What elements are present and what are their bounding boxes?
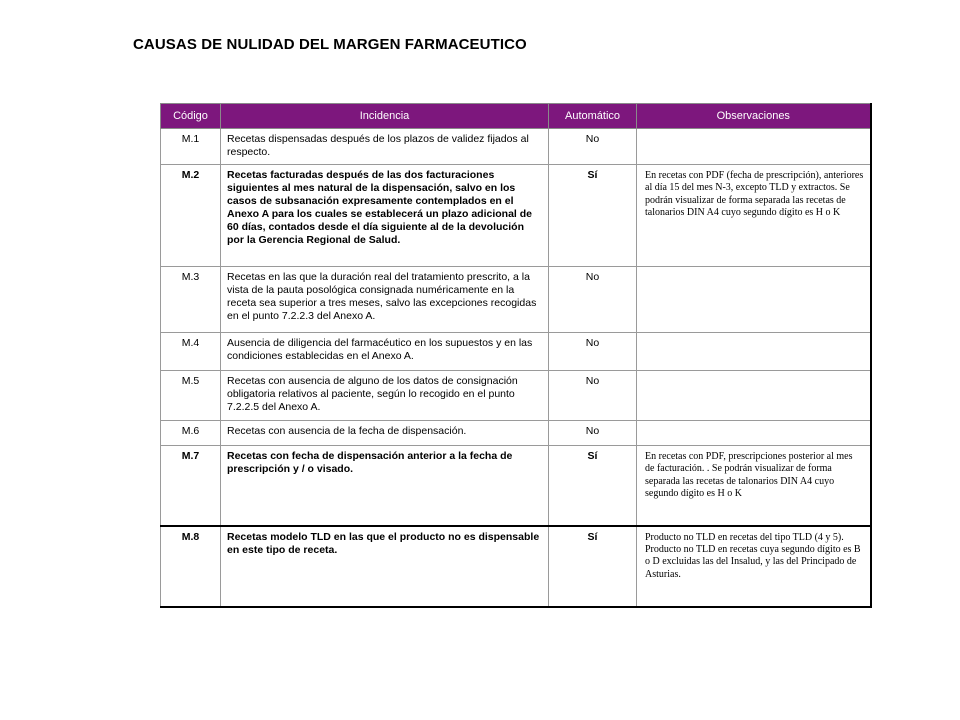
cell-code: M.6 [161, 421, 221, 446]
cell-automatic: No [549, 129, 637, 165]
table-row [161, 129, 871, 165]
cell-observations [637, 267, 871, 333]
cell-code: M.8 [161, 526, 221, 607]
cell-incidence: Recetas en las que la duración real del tratamiento prescrito, a la vista de la pauta posológica consignada numéricamente en la receta sea superior a tres meses, salvo las excepciones recogidas en el punto 7.2.2.3 del Anexo A. [221, 267, 549, 333]
cell-incidence: Recetas con ausencia de alguno de los datos de consignación obligatoria relativos al paciente, según lo recogido en el punto 7.2.2.5 del Anexo A. [221, 371, 549, 421]
cell-observations [637, 129, 871, 165]
cell-observations: En recetas con PDF, prescripciones posterior al mes de facturación. . Se podrán visualizar de forma separada las recetas de talonarios DIN A4 cuyo segundo dígito es H o K [637, 446, 871, 526]
header-automatic: Automático [549, 104, 637, 129]
header-code: Código [161, 104, 221, 129]
cell-automatic: No [549, 371, 637, 421]
table-header-row [161, 104, 871, 129]
cell-incidence: Recetas modelo TLD en las que el producto no es dispensable en este tipo de receta. [221, 526, 549, 607]
cell-incidence: Recetas dispensadas después de los plazos de validez fijados al respecto. [221, 129, 549, 165]
cell-incidence: Ausencia de diligencia del farmacéutico en los supuestos y en las condiciones establecidas en el Anexo A. [221, 333, 549, 371]
cell-observations [637, 371, 871, 421]
cell-automatic: No [549, 267, 637, 333]
cell-automatic: No [549, 333, 637, 371]
cell-observations: Producto no TLD en recetas del tipo TLD (4 y 5). Producto no TLD en recetas cuya segundo dígito es B o D excluidas las del Insalud, y las del Principado de Asturias. [637, 526, 871, 607]
cell-code: M.5 [161, 371, 221, 421]
cell-incidence: Recetas con ausencia de la fecha de dispensación. [221, 421, 549, 446]
cell-incidence: Recetas facturadas después de las dos facturaciones siguientes al mes natural de la dispensación, salvo en los casos de subsanación expresamente contemplados en el Anexo A para los cuales se establecerá un plazo adicional de 60 días, contados desde el día siguiente al de la devolución por la Gerencia Regional de Salud. [221, 165, 549, 267]
cell-automatic: Sí [549, 446, 637, 526]
cell-code: M.4 [161, 333, 221, 371]
cell-code: M.2 [161, 165, 221, 267]
cell-incidence: Recetas con fecha de dispensación anterior a la fecha de prescripción y / o visado. [221, 446, 549, 526]
table-row [161, 421, 871, 446]
cell-automatic: No [549, 421, 637, 446]
table-row [161, 165, 871, 267]
cell-code: M.1 [161, 129, 221, 165]
cell-observations: En recetas con PDF (fecha de prescripción), anteriores al día 15 del mes N-3, excepto TLD y extractos. Se podrán visualizar de forma separada las recetas de talonarios DIN A4 cuyo segundo dígito es H o K [637, 165, 871, 267]
cell-code: M.3 [161, 267, 221, 333]
cell-observations [637, 421, 871, 446]
cell-automatic: Sí [549, 526, 637, 607]
table-row [161, 446, 871, 526]
cell-code: M.7 [161, 446, 221, 526]
header-incidence: Incidencia [221, 104, 549, 129]
nullity-causes-table [160, 103, 872, 608]
cell-automatic: Sí [549, 165, 637, 267]
page-title: CAUSAS DE NULIDAD DEL MARGEN FARMACEUTICO [133, 36, 527, 53]
table-row [161, 371, 871, 421]
header-observations: Observaciones [637, 104, 871, 129]
table-row [161, 333, 871, 371]
table-row [161, 267, 871, 333]
cell-observations [637, 333, 871, 371]
table-row [161, 526, 871, 607]
